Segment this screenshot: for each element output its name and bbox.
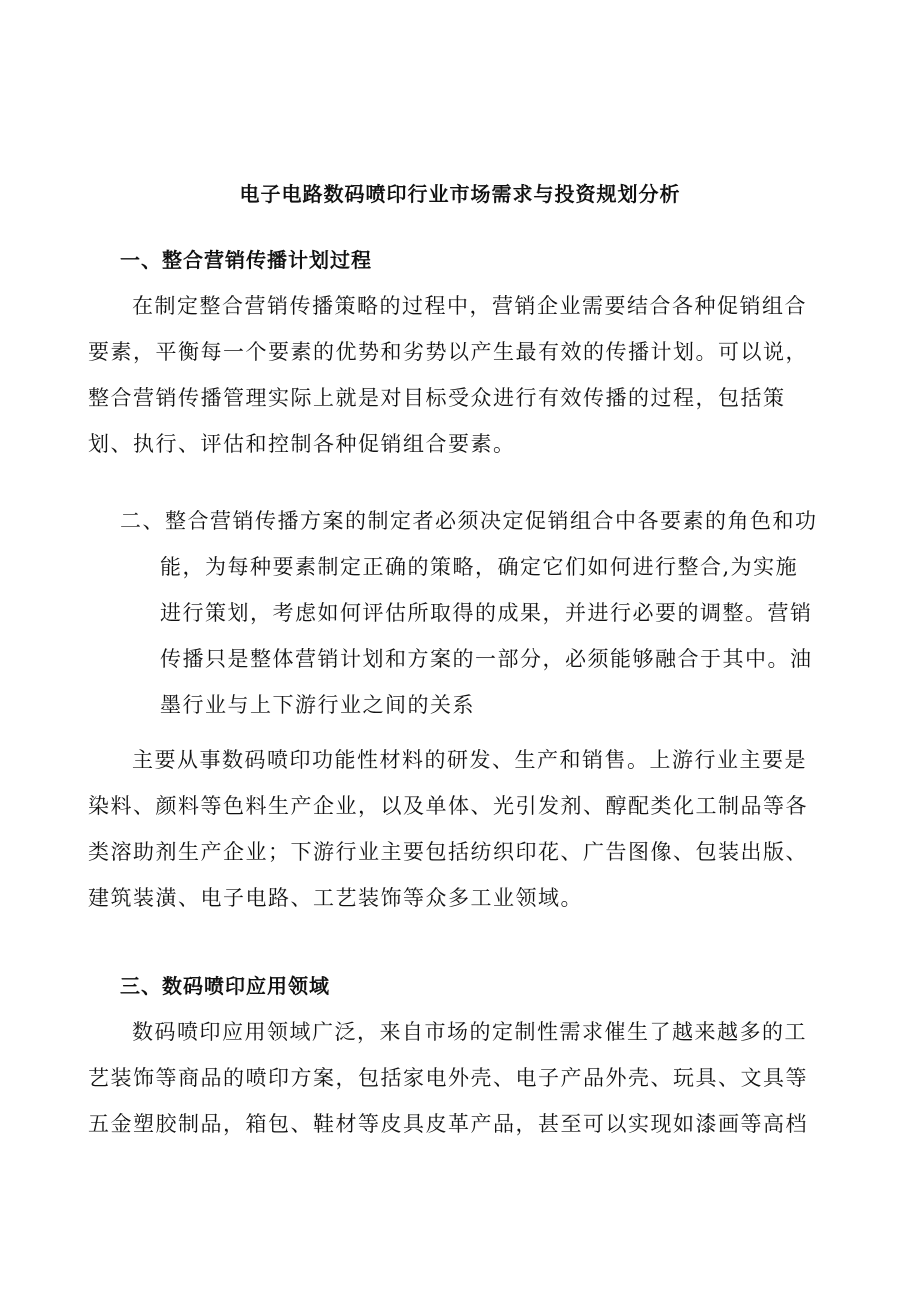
paragraph-line: 二、整合营销传播方案的制定者必须决定促销组合中各要素的角色和功 (120, 509, 818, 533)
paragraph-line: 划、执行、评估和控制各种促销组合要素。 (88, 432, 516, 456)
industry-paragraph (88, 737, 833, 921)
section3-heading: 三、数码喷印应用领域 (120, 974, 330, 998)
section3-paragraph (88, 1009, 833, 1147)
paragraph-line: 墨行业与上下游行业之间的关系 (160, 693, 475, 717)
paragraph-line: 建筑装潢、电子电路、工艺装饰等众多工业领域。 (88, 886, 583, 910)
paragraph-line: 传播只是整体营销计划和方案的一部分，必须能够融合于其中。油 (160, 647, 813, 671)
paragraph-line: 进行策划，考虑如何评估所取得的成果，并进行必要的调整。营销 (160, 601, 813, 625)
paragraph-line: 数码喷印应用领域广泛，来自市场的定制性需求催生了越来越多的工 (132, 1020, 807, 1044)
paragraph-line: 在制定整合营销传播策略的过程中，营销企业需要结合各种促销组合 (132, 294, 807, 318)
document-title: 电子电路数码喷印行业市场需求与投资规划分析 (239, 182, 681, 206)
paragraph-line: 类溶助剂生产企业；下游行业主要包括纺织印花、广告图像、包装出版、 (88, 840, 808, 864)
paragraph-line: 艺装饰等商品的喷印方案，包括家电外壳、电子产品外壳、玩具、文具等 (88, 1066, 808, 1090)
paragraph-line: 染料、颜料等色料生产企业，以及单体、光引发剂、醇配类化工制品等各 (88, 794, 808, 818)
paragraph-line: 能，为每种要素制定正确的策略，确定它们如何进行整合,为实施 (160, 555, 799, 579)
section1-heading: 一、整合营销传播计划过程 (120, 248, 372, 272)
section2-paragraph (120, 498, 840, 728)
paragraph-line: 主要从事数码喷印功能性材料的研发、生产和销售。上游行业主要是 (132, 748, 807, 772)
paragraph-line: 要素，平衡每一个要素的优势和劣势以产生最有效的传播计划。可以说， (88, 340, 808, 364)
paragraph-line: 整合营销传播管理实际上就是对目标受众进行有效传播的过程，包括策 (88, 386, 786, 410)
section1-paragraph (88, 283, 833, 467)
paragraph-line: 五金塑胶制品，箱包、鞋材等皮具皮革产品，甚至可以实现如漆画等高档 (88, 1112, 808, 1136)
